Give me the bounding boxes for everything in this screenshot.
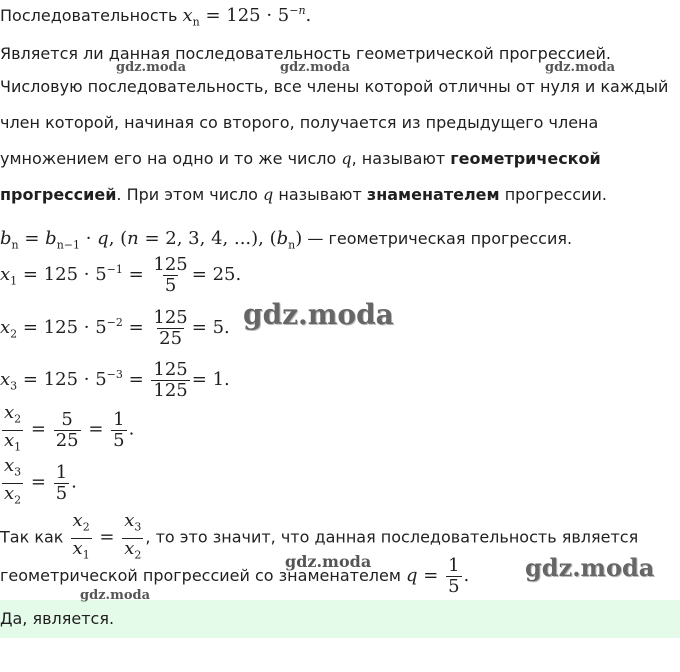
ratio-x3-x2: $\frac{x_3}{x_2}$ = $\frac{1}{5}$ . xyxy=(0,456,77,510)
definition-line-2: член которой, начиная со второго, получается из предыдущего члена xyxy=(0,113,599,132)
calc-x3: $x_3 = 125 \cdot 5^{-3}$ = $\frac{125}{125}$ = 1. xyxy=(0,359,230,401)
watermark: gdz.moda xyxy=(80,588,151,603)
answer-text: Да, является. xyxy=(0,609,115,628)
answer-box xyxy=(0,600,680,638)
definition-line-1: Числовую последовательность, все члены которой отличны от нуля и каждый xyxy=(0,77,669,96)
watermark: gdz.moda xyxy=(280,60,351,75)
sequence-formula: $x_n = 125 \cdot 5^{-n}$. xyxy=(182,4,312,29)
watermark: gdz.moda xyxy=(525,553,655,582)
definition-line-3: умножением его на одно и то же число q, называют геометрической xyxy=(0,149,601,168)
watermark: gdz.moda xyxy=(285,552,372,571)
watermark: gdz.moda xyxy=(116,60,187,75)
fraction: $\frac{125}{125}$ xyxy=(153,359,188,401)
conclusion-line-1: Так как $\frac{x_2}{x_1}$ = $\frac{x_3}{x_2}$ , то это значит, что данная последовательность является xyxy=(0,511,638,565)
watermark: gdz.moda xyxy=(243,298,394,331)
progression-formula: $b_n = b_{n-1} \cdot q$, (n = 2, 3, 4, ...), $(b_n)$ — геометрическая прогрессия. xyxy=(0,228,573,252)
statement-label: Последовательность xyxy=(0,6,178,25)
fraction: $\frac{125}{25}$ xyxy=(153,307,188,349)
watermark: gdz.moda xyxy=(545,60,616,75)
ratio-x2-x1: $\frac{x_2}{x_1}$ = $\frac{5}{25}$ = $\frac{1}{5}$ . xyxy=(0,403,134,457)
calc-x2: $x_2 = 125 \cdot 5^{-2}$ = $\frac{125}{25}$ = 5. xyxy=(0,307,230,349)
definition-line-4: прогрессией. При этом число q называют знаменателем прогрессии. xyxy=(0,185,607,204)
calc-x1: $x_1 = 125 \cdot 5^{-1}$ = $\frac{125}{5}$ = 25. xyxy=(0,254,242,296)
question-text: Является ли данная последовательность геометрической прогрессией. xyxy=(0,44,611,63)
problem-statement xyxy=(0,4,311,29)
fraction: $\frac{125}{5}$ xyxy=(153,254,188,296)
conclusion-line-2: геометрической прогрессией со знаменателем q = $\frac{1}{5}$ . xyxy=(0,555,470,597)
